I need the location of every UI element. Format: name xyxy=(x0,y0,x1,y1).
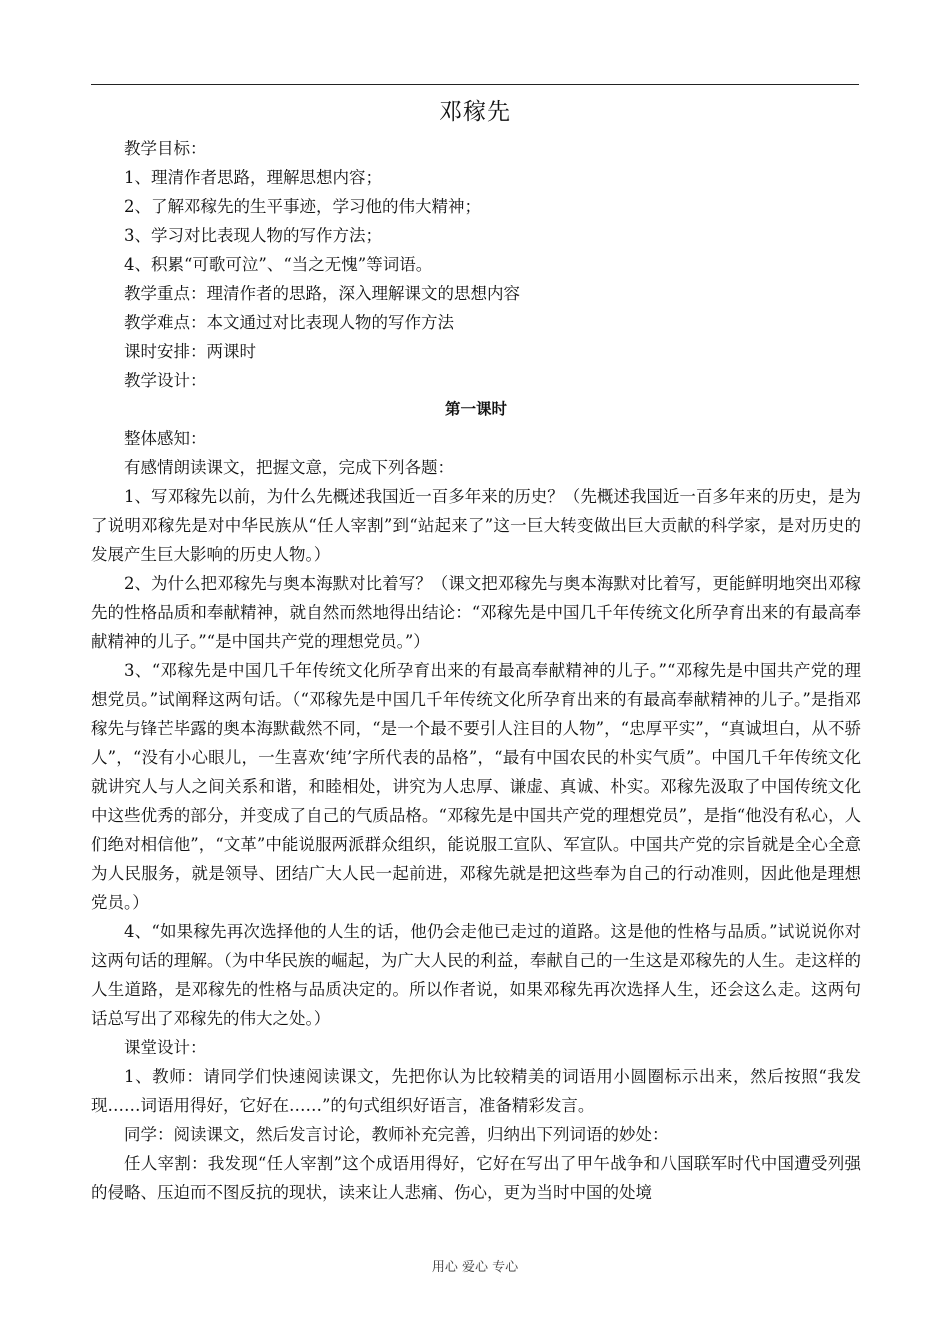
paragraph: 教学目标： xyxy=(124,139,207,158)
page-footer: 用心 爱心 专心 xyxy=(431,1260,519,1275)
document-body xyxy=(91,134,861,1207)
paragraph: 1、理清作者思路，理解思想内容； xyxy=(124,168,382,187)
paragraph: 任人宰割：我发现“任人宰割”这个成语用得好，它好在写出了甲午战争和八国联军时代中国遭受列强的侵略、压迫而不图反抗的现状，读来让人悲痛、伤心，更为当时中国的处境 xyxy=(91,1154,861,1202)
paragraph: 教学设计： xyxy=(124,371,207,390)
paragraph: 2、为什么把邓稼先与奥本海默对比着写？（课文把邓稼先与奥本海默对比着写，更能鲜明地突出邓稼先的性格品质和奉献精神，就自然而然地得出结论：“邓稼先是中国几千年传统文化所孕育出来的有最高奉献精神的儿子。”“是中国共产党的理想党员。”） xyxy=(91,574,861,651)
paragraph: 1、教师：请同学们快速阅读课文，先把你认为比较精美的词语用小圆圈标示出来，然后按照“我发现……词语用得好，它好在……”的句式组织好语言，准备精彩发言。 xyxy=(91,1067,861,1115)
paragraph: 同学：阅读课文，然后发言讨论，教师补充完善，归纳出下列词语的妙处： xyxy=(124,1125,669,1144)
paragraph: 整体感知： xyxy=(124,429,207,448)
paragraph: 教学难点：本文通过对比表现人物的写作方法 xyxy=(124,313,454,332)
paragraph: 4、积累“可歌可泣”、“当之无愧”等词语。 xyxy=(124,255,433,274)
document-title: 邓稼先 xyxy=(439,99,511,125)
paragraph: 3、“邓稼先是中国几千年传统文化所孕育出来的有最高奉献精神的儿子。”“邓稼先是中国共产党的理想党员。”试阐释这两句话。（“邓稼先是中国几千年传统文化所孕育出来的有最高奉献精神的儿子。”是指邓稼先与锋芒毕露的奥本海默截然不同，“是一个最不要引人注目的人物”，“忠厚平实”，“真诚坦白，从不骄人”，“没有小心眼儿，一生喜欢‘纯’字所代表的品格”，“最有中国农民的朴实气质”。中国几千年传统文化就讲究人与人之间关系和谐，和睦相处，讲究为人忠厚、谦虚、真诚、朴实。邓稼先汲取了中国传统文化中这些优秀的部分，并变成了自己的气质品格。“邓稼先是中国共产党的理想党员”，是指“他没有私心，人们绝对相信他”，“文革”中能说服两派群众组织，能说服工宣队、军宣队。中国共产党的宗旨就是全心全意为人民服务，就是领导、团结广大人民一起前进，邓稼先就是把这些奉为自己的行动准则，因此他是理想党员。） xyxy=(91,661,861,912)
header-rule xyxy=(91,84,859,85)
paragraph: 课时安排：两课时 xyxy=(124,342,256,361)
paragraph: 3、学习对比表现人物的写作方法； xyxy=(124,226,382,245)
paragraph: 教学重点：理清作者的思路，深入理解课文的思想内容 xyxy=(124,284,520,303)
paragraph: 4、“如果稼先再次选择他的人生的话，他仍会走他已走过的道路。这是他的性格与品质。”试说说你对这两句话的理解。（为中华民族的崛起，为广大人民的利益，奉献自己的一生这是邓稼先的人生。走这样的人生道路，是邓稼先的性格与品质决定的。所以作者说，如果邓稼先再次选择人生，还会这么走。这两句话总写出了邓稼先的伟大之处。） xyxy=(91,922,861,1028)
section-heading: 第一课时 xyxy=(444,400,507,418)
paragraph: 1、写邓稼先以前，为什么先概述我国近一百多年来的历史？（先概述我国近一百多年来的历史，是为了说明邓稼先是对中华民族从“任人宰割”到“站起来了”这一巨大转变做出巨大贡献的科学家，是对历史的发展产生巨大影响的历史人物。） xyxy=(91,487,861,564)
paragraph: 2、了解邓稼先的生平事迹，学习他的伟大精神； xyxy=(124,197,481,216)
paragraph: 课堂设计： xyxy=(124,1038,207,1057)
paragraph: 有感情朗读课文，把握文意，完成下列各题： xyxy=(124,458,454,477)
